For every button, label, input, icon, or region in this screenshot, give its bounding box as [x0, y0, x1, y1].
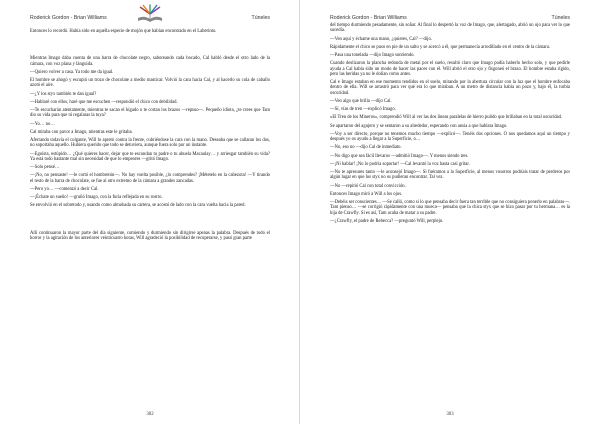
paragraph: —No digo que sea fácil llevaros —admitió Imago—. Y menos siendo tres.	[330, 153, 469, 159]
paragraph: —No —repitió Cal con total convicción.	[330, 183, 406, 189]
running-header-title: Túneles	[551, 15, 570, 21]
paragraph: —Voy a ser directo, porque no tenemos mucho tiempo —explicó—. Tenéis dos opciones. O nos quedamos aquí un tiempo y después yo os ayudo a llegar a la Superficie, o…	[330, 131, 570, 142]
running-header-author: Roderick Gordon - Brian Williams	[30, 15, 107, 21]
paragraph: —Pasa una tonelada —dijo Imago sonriendo.	[330, 53, 415, 58]
paragraph: —No te apresures tanto —le aconsejó Imago—. Si fuéramos a la Superficie, al menos vosotros podríais tratar de perderos por algún lugar en que los styx no os pudieran encontrar. Tal vez.	[330, 170, 570, 181]
paragraph: —¡Échate un sueño! —gruñó Imago, con la furia reflejada en su rostro.	[30, 195, 163, 200]
paragraph: Rápidamente el chico se puso en pie de un salto y se acercó a él, que permanecía arrodillado en el centro de la cámara.	[330, 44, 550, 50]
paragraph: —Ven aquí y échame una mano, ¿quieres, Cal? —dijo.	[330, 36, 432, 42]
paragraph: —¡No, no pensaste! —le cortó el hombretón—. No hay vuelta posible, ¿lo comprendes? ¡Métetelo en la cabezota! —Y tirando el resto de la barra de chocolate, se fue al otro extremo de la cámara a grandes zancadas.	[30, 173, 270, 184]
page-number: 302	[146, 412, 154, 417]
left-page-body	[30, 29, 270, 241]
paragraph: —¿Y los styx también te dan igual?	[30, 91, 97, 97]
paragraph: —Solo pensé…	[30, 165, 60, 170]
paragraph: —Debéis ser conscientes… —Se calló, como si lo que pensaba decir fuera tan terrible que no consiguiera ponerlo en palabras—. Tam pienso… —se corrigió rápidamente con una mueca— pensaba que la chica styx que se hizo pasar por tu hermana… es la hija de Crawfly. Si es así, Tam acaba de matar a su padre.	[330, 200, 570, 216]
paragraph: Entonces lo recordó. Había sido en aquella especie de mojón que habían encontrado en el Laberinto.	[30, 29, 217, 34]
paragraph: El hombre se ahogó y escupió un trozo de chocolate a medio masticar. Volvió la cara hacia Cal, y al hacerlo su cola de caballo azotó el aire.	[30, 78, 270, 89]
paragraph: —Quiero volver a casa. Ya todo me da igual.	[30, 69, 114, 75]
paragraph: —¿Crawfly, el padre de Rebecca? —preguntó Will, perplejo.	[330, 218, 444, 224]
paragraph: Se apartaron del agujero y se sentaron a su alrededor, esperando con ansia a que hablara Imago.	[330, 123, 508, 129]
paragraph: del tiempo durmiendo pesadamente, sin soñar. Al final lo despertó la voz de Imago, que, alertagado, abrió un ojo para ver lo que sucedía.	[330, 23, 570, 34]
paragraph: —Hablaré con ellos, haré que me escuchen —respondió el chico con debilidad.	[30, 99, 178, 105]
paragraph: Aferrando todavía el colgante, Will lo apretó contra la frente, cubriéndose la cara con la mano. Deseaba que se callaran los dos, no soportaba aquello. Hubiera querido que todo se detuviera, aunque fuera solo por un instante.	[30, 138, 270, 149]
paragraph: —No, eso no —dijo Cal de inmediato.	[330, 145, 402, 151]
paragraph: —¡Ni hablar! ¡No lo podría soportar! —Cal levantó la voz hasta casi gritar.	[330, 161, 470, 167]
paragraph: —Sí, vías de tren —explicó Imago.	[330, 107, 396, 112]
paragraph: —Veo algo que brilla —dijo Cal.	[330, 98, 392, 104]
paragraph: Cuando deslizaron la plancha redonda de metal por el suelo, resultó claro que Imago podía haberlo hecho solo, y que pedirle ayuda a Cal había sido un modo de hacer las paces con él. Will abrió el otro ojo y fisgoneó el brazo. El hombre estaba rígido, pero las heridas ya no le dolían como antes.	[330, 61, 570, 77]
paragraph: —Te escucharán atentamente, mientras te sacan el hígado o te cortan los brazos —repuso—. Pequeño idiota, ¿te crees que Tam dio su vida para que tú regalaras la tuya?	[30, 108, 270, 119]
paragraph: Cal e Imago estaban en ese momento tendidos en el suelo, mirando por la abertura circular con la luz que el hombre enfocaba dentro de ella. Will se arrastró para ver qué era lo que miraban. A un metro de distancia había un pozo y, bajo él, la turbia oscuridad.	[330, 80, 570, 96]
paragraph: Se envolvió en el sobretodo y, usando como almohada su cartera, se acostó de lado con la cara vuelta hacia la pared.	[30, 203, 246, 209]
paragraph: Allí continuaron la mayor parte del día siguiente, comiendo y durmiendo sin dirigirse apenas la palabra. Después de todo el horror y la agitación de los anteriores veinticuatro horas, Will agradeció la posibilidad de recuperarse, y pasó gran parte	[30, 230, 270, 241]
paragraph: Entonces Imago miró a Will a los ojos.	[330, 191, 403, 197]
paragraph: «El Tren de los Mineros», comprendió Will al ver las dos líneas paralelas de hierro pulido que brillaban en la total oscuridad.	[330, 115, 563, 121]
right-page-body	[330, 23, 570, 224]
paragraph: Mientras Imago daba cuenta de una barra de chocolate negro, saboreando cada bocado, Cal habló desde el otro lado de la cámara, con voz plana y lánguida.	[30, 56, 270, 67]
right-page	[300, 0, 600, 424]
paragraph: —Egoísta, estúpido… ¿Qué quieres hacer, dejar que te escondan tu padre o tu abuela Macaulay… y arriesgar también su vida? Ya está todo bastante mal sin necesidad de que lo empeores —gritó Imago.	[30, 151, 270, 162]
paragraph: —Pero yo… —comenzó a decir Cal.	[30, 186, 99, 192]
page-number: 303	[446, 412, 454, 417]
paragraph: —Yo… no…	[30, 121, 55, 127]
paragraph: Cal miraba con pavor a Imago, mientras este le gritaba.	[30, 129, 133, 135]
running-header-title: Túneles	[251, 15, 270, 21]
running-header-author: Roderick Gordon - Brian Williams	[330, 15, 407, 21]
